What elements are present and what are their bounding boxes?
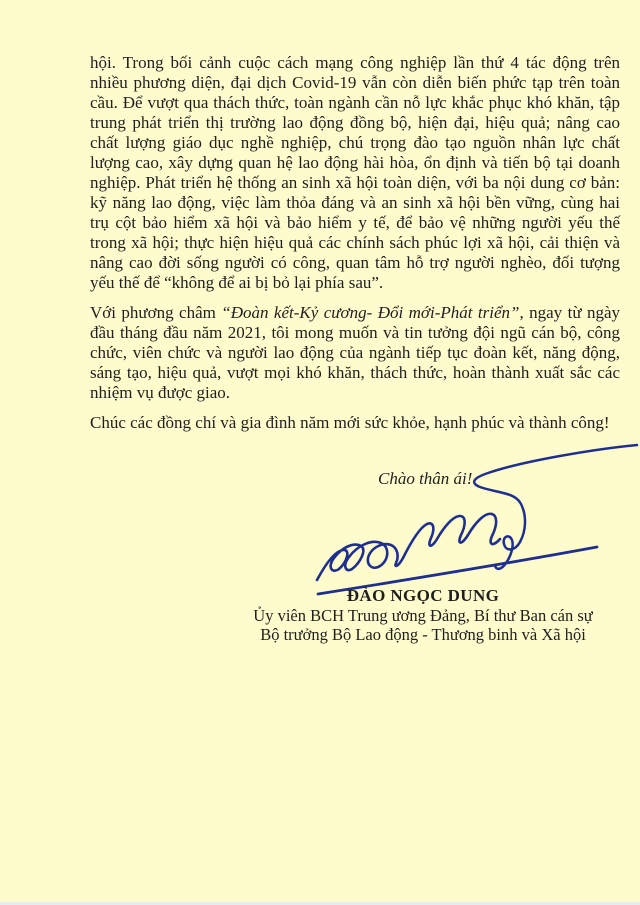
paragraph: [90, 413, 620, 433]
paragraph-text: Chúc các đồng chí và gia đình năm mới sức khỏe, hạnh phúc và thành công!: [90, 413, 610, 432]
signature-flourish-stroke: [474, 445, 637, 569]
signer-title-line1: Ủy viên BCH Trung ương Đảng, Bí thư Ban cán sự: [253, 606, 593, 625]
signer-name: ĐÀO NGỌC DUNG: [346, 586, 500, 605]
letter-body: [90, 53, 620, 443]
paragraph-text: hội. Trong bối cảnh cuộc cách mạng công nghiệp lần thứ 4 tác động trên nhiều phương diện, đại dịch Covid-19 vẫn còn diễn biến phức tạp trên toàn cầu. Để vượt qua thách thức, toàn ngành cần nỗ lực khắc phục khó khăn, tập trung phát triển thị trường lao động đồng bộ, hiện đại, hiệu quả; nâng cao chất lượng giáo dục nghề nghiệp, chú trọng đào tạo nguồn nhân lực chất lượng cao, xây dựng quan hệ lao động hài hòa, ổn định và tiến bộ tại doanh nghiệp. Phát triển hệ thống an sinh xã hội toàn diện, với ba nội dung cơ bản: kỹ năng lao động, việc làm thỏa đáng và an sinh xã hội bền vững, cùng hai trụ cột bảo hiểm xã hội và bảo hiểm y tế, để bảo vệ những người yếu thế trong xã hội; thực hiện hiệu quả các chính sách phúc lợi xã hội, cải thiện và nâng cao đời sống người có công, quan tâm hỗ trợ người nghèo, đối tượng yếu thế để “không để ai bị bỏ lại phía sau”.: [90, 53, 620, 292]
signer-title-line2: Bộ trưởng Bộ Lao động - Thương binh và Xã hội: [260, 625, 586, 644]
signature-scribble-stroke: [317, 514, 500, 580]
paragraph: [90, 53, 620, 293]
signer-block: [240, 586, 606, 644]
paragraph: [90, 303, 620, 403]
signature-image: [305, 435, 640, 607]
paragraph-text: Với phương châm: [90, 303, 222, 322]
motto-text: “Đoàn kết-Kỷ cương- Đổi mới-Phát triển”: [221, 303, 520, 322]
paragraph-text: , ngay từ ngày đầu tháng đầu năm 2021, tôi mong muốn và tin tưởng đội ngũ cán bộ, công chức, viên chức và người lao động của ngành tiếp tục đoàn kết, năng động, sáng tạo, hiệu quả, vượt mọi khó khăn, thách thức, hoàn thành xuất sắc các nhiệm vụ được giao.: [90, 303, 621, 402]
closing-salutation: Chào thân ái!: [378, 469, 473, 488]
